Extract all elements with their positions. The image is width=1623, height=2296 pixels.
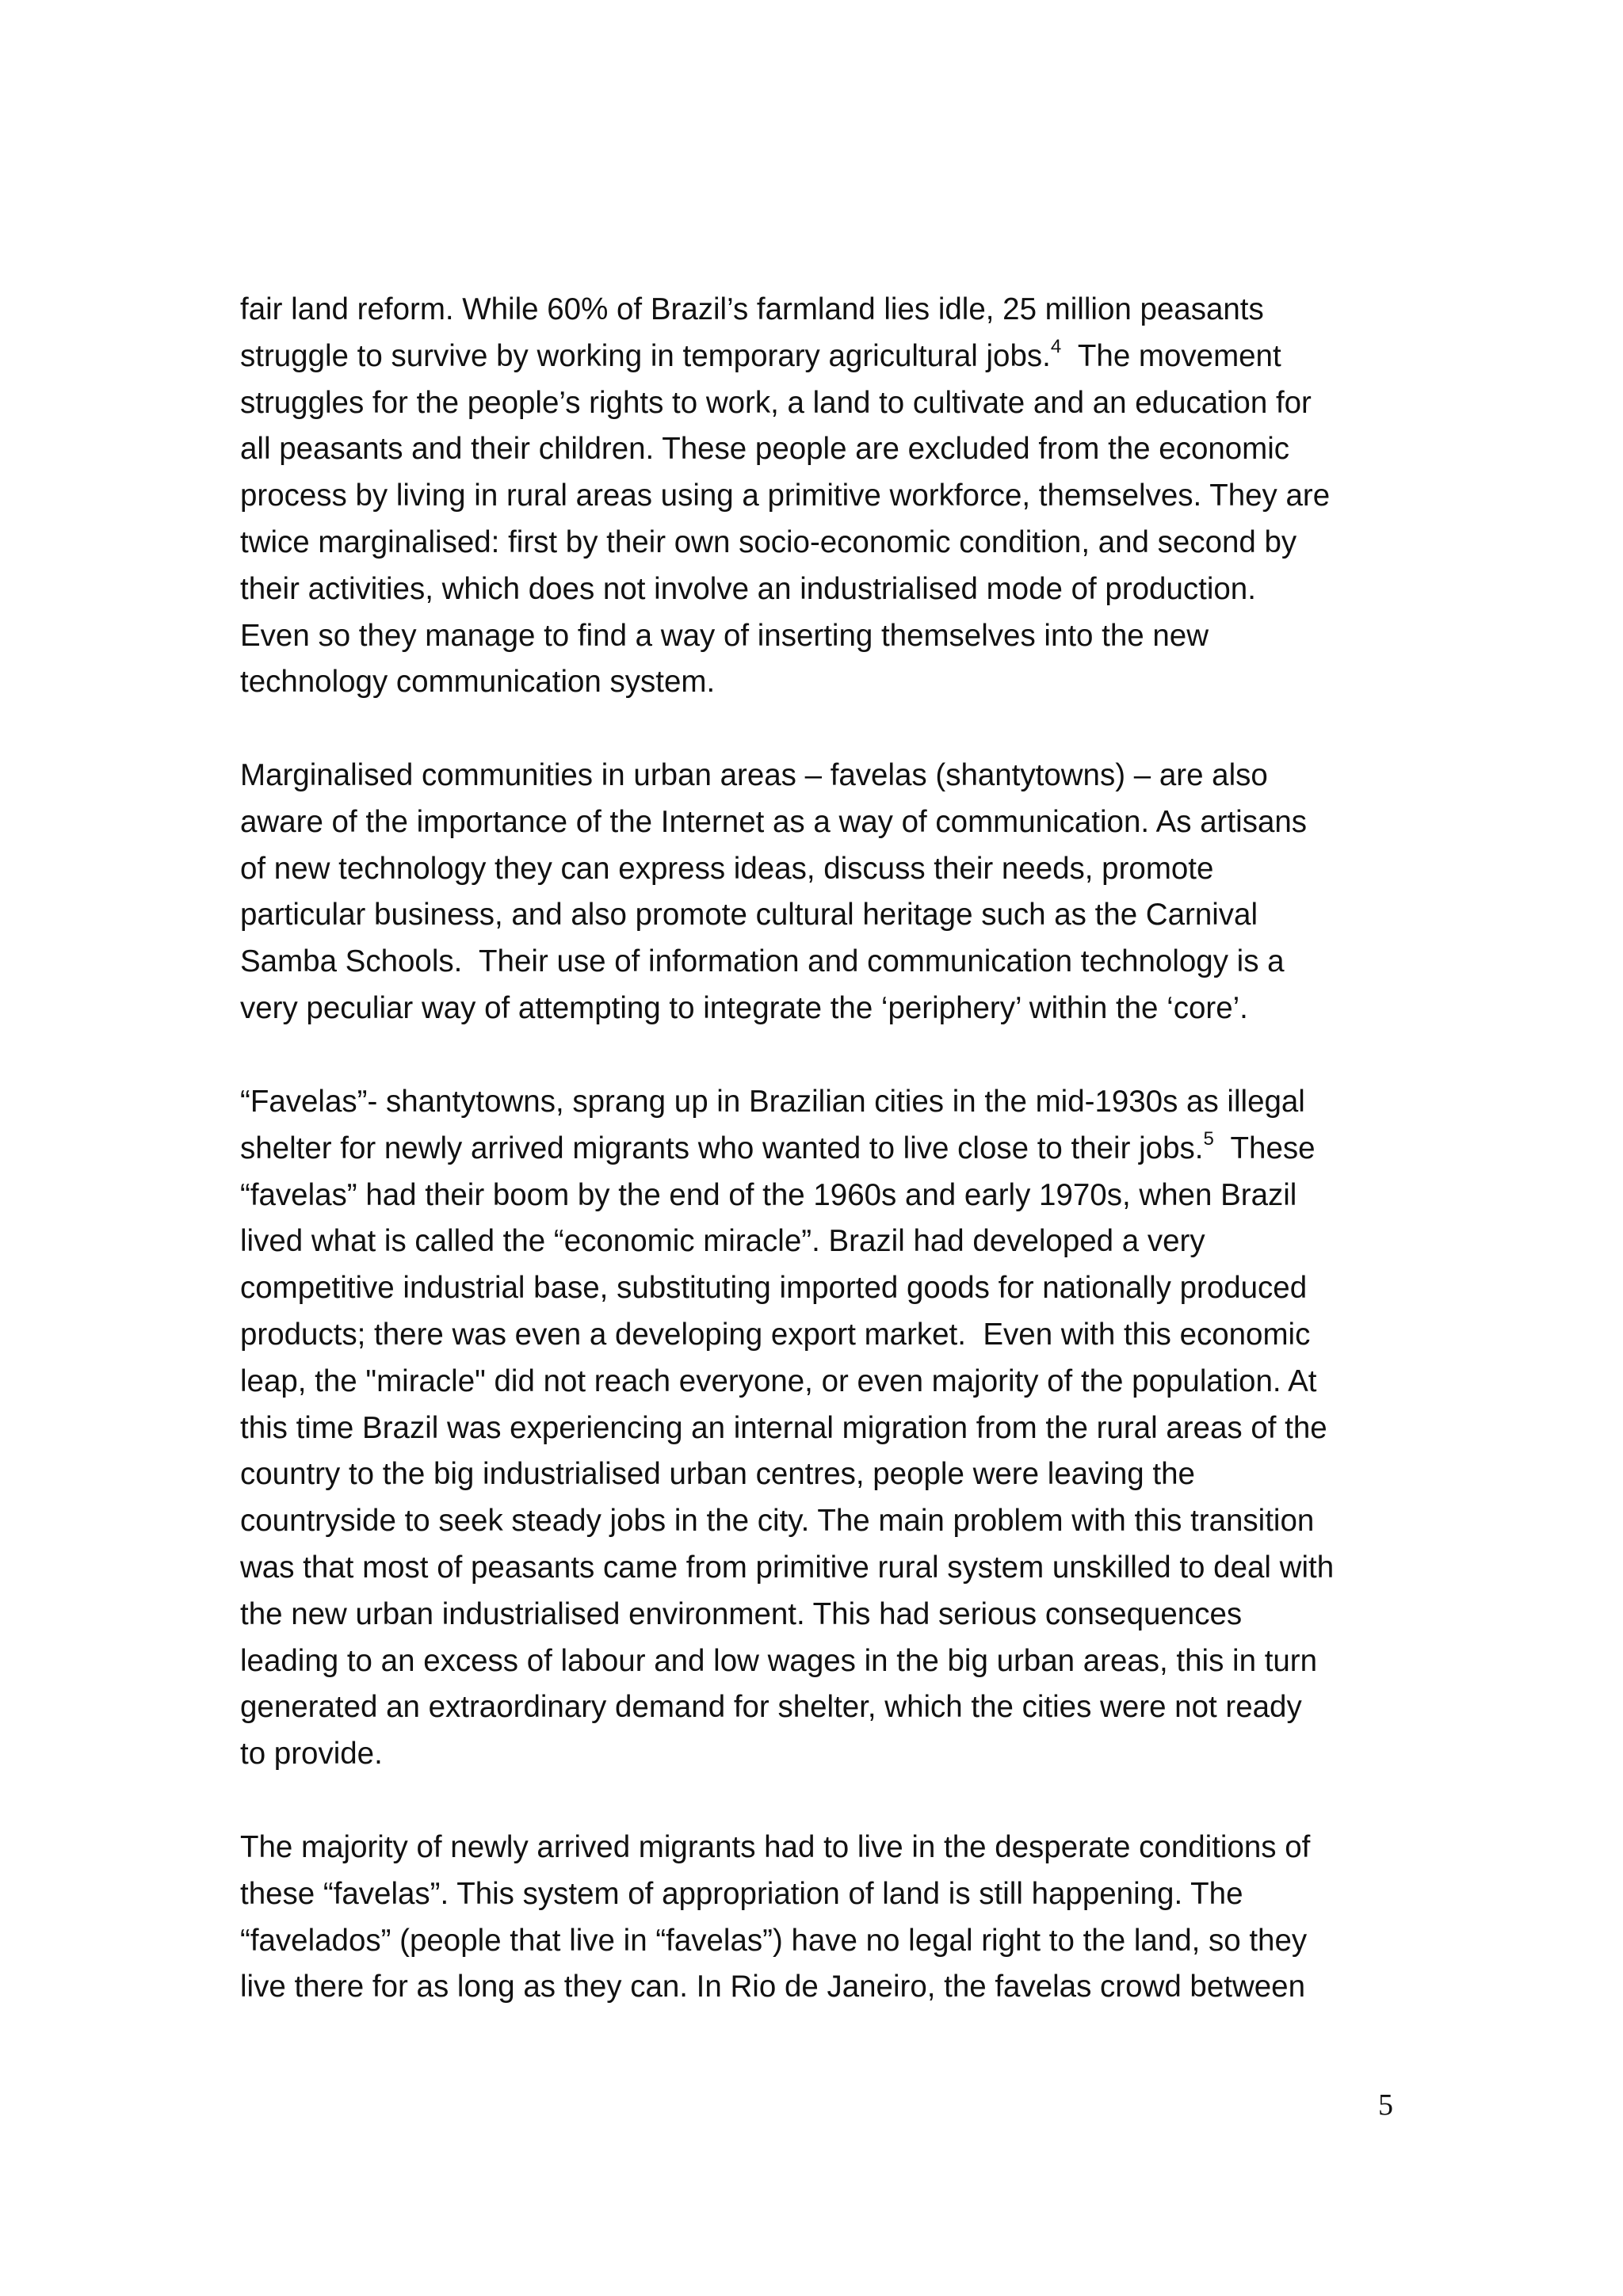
text-run: competitive industrial base, substituting imported goods for nationally produced: [240, 1271, 1308, 1306]
text-run: leading to an excess of labour and low wages in the big urban areas, this in turn: [240, 1643, 1318, 1678]
text-run: countryside to seek steady jobs in the city. The main problem with this transition: [240, 1504, 1315, 1539]
text-line: [240, 380, 1401, 427]
text-run: the new urban industrialised environment. This had serious consequences: [240, 1596, 1243, 1631]
text-line: [240, 1964, 1401, 2011]
text-run: to provide.: [240, 1737, 383, 1772]
text-line: [240, 753, 1401, 799]
text-run: “favelados” (people that live in “favelas”) have no legal right to the land, so they: [240, 1923, 1308, 1958]
text-line: [240, 1918, 1401, 1965]
page-number: 5: [1378, 2088, 1393, 2122]
footnote-reference: 5: [1203, 1127, 1214, 1150]
text-run: generated an extraordinary demand for shelter, which the cities were not ready: [240, 1690, 1302, 1725]
text-run: These: [1213, 1131, 1316, 1165]
paragraph-4: [240, 1825, 1401, 2011]
text-line: [240, 1498, 1401, 1545]
text-run: twice marginalised: first by their own socio-economic condition, and second by: [240, 524, 1297, 559]
text-line: [240, 1731, 1401, 1778]
text-run: The majority of newly arrived migrants had to live in the desperate conditions of: [240, 1830, 1311, 1864]
text-line: [240, 939, 1401, 986]
text-line: [240, 1265, 1401, 1312]
footnote-reference: 4: [1050, 335, 1062, 357]
text-run: shelter for newly arrived migrants who wanted to live close to their jobs.: [240, 1131, 1204, 1165]
text-run: these “favelas”. This system of appropriation of land is still happening. The: [240, 1876, 1243, 1911]
text-line: [240, 473, 1401, 520]
text-line: [240, 986, 1401, 1032]
text-line: [240, 287, 1401, 334]
text-line: [240, 1451, 1401, 1498]
text-run: “Favelas”- shantytowns, sprang up in Brazilian cities in the mid-1930s as illegal: [240, 1085, 1305, 1119]
text-line: [240, 892, 1401, 939]
text-run: live there for as long as they can. In Rio de Janeiro, the favelas crowd between: [240, 1970, 1305, 2004]
text-line: [240, 1359, 1401, 1405]
text-run: country to the big industrialised urban centres, people were leaving the: [240, 1457, 1195, 1492]
text-line: [240, 1871, 1401, 1918]
text-line: [240, 613, 1401, 660]
paragraph-2: [240, 753, 1401, 1032]
text-run: fair land reform. While 60% of Brazil’s farmland lies idle, 25 million peasants: [240, 292, 1264, 326]
text-run: Samba Schools. Their use of information and communication technology is a: [240, 944, 1285, 979]
text-line: [240, 1684, 1401, 1731]
text-line: [240, 659, 1401, 706]
text-line: [240, 846, 1401, 893]
paragraph-1: [240, 287, 1401, 706]
text-run: particular business, and also promote cultural heritage such as the Carnival: [240, 898, 1258, 933]
text-run: struggle to survive by working in temporary agricultural jobs.: [240, 338, 1051, 373]
text-line: [240, 1825, 1401, 1871]
text-run: Marginalised communities in urban areas – favelas (shantytowns) – are also: [240, 758, 1268, 792]
text-line: [240, 426, 1401, 473]
text-run: aware of the importance of the Internet as a way of communication. As artisans: [240, 804, 1308, 839]
text-run: Even so they manage to find a way of inserting themselves into the new: [240, 618, 1209, 653]
text-run: The movement: [1061, 338, 1281, 373]
text-line: [240, 520, 1401, 566]
text-line: [240, 1079, 1401, 1126]
paragraph-3: [240, 1079, 1401, 1778]
text-run: was that most of peasants came from primitive rural system unskilled to deal with: [240, 1550, 1335, 1585]
text-run: process by living in rural areas using a primitive workforce, themselves. They are: [240, 479, 1331, 513]
text-run: all peasants and their children. These people are excluded from the economic: [240, 432, 1290, 467]
text-run: this time Brazil was experiencing an internal migration from the rural areas of the: [240, 1410, 1327, 1445]
text-run: struggles for the people’s rights to work, a land to cultivate and an education for: [240, 385, 1312, 420]
text-line: [240, 1638, 1401, 1685]
text-line: [240, 1312, 1401, 1359]
text-line: [240, 1173, 1401, 1219]
text-line: [240, 334, 1401, 380]
text-run: products; there was even a developing export market. Even with this economic: [240, 1317, 1311, 1352]
text-run: of new technology they can express ideas, discuss their needs, promote: [240, 851, 1214, 886]
text-line: [240, 1545, 1401, 1592]
text-line: [240, 1592, 1401, 1638]
text-run: very peculiar way of attempting to integrate the ‘periphery’ within the ‘core’.: [240, 990, 1248, 1025]
text-line: [240, 799, 1401, 846]
text-line: [240, 1219, 1401, 1265]
text-line: [240, 1405, 1401, 1452]
text-line: [240, 1126, 1401, 1173]
text-run: “favelas” had their boom by the end of the 1960s and early 1970s, when Brazil: [240, 1177, 1297, 1212]
text-line: [240, 566, 1401, 613]
text-run: leap, the "miracle" did not reach everyone, or even majority of the population. At: [240, 1363, 1317, 1398]
text-run: their activities, which does not involve an industrialised mode of production.: [240, 571, 1256, 606]
text-run: lived what is called the “economic miracle”. Brazil had developed a very: [240, 1224, 1205, 1259]
text-run: technology communication system.: [240, 665, 716, 700]
